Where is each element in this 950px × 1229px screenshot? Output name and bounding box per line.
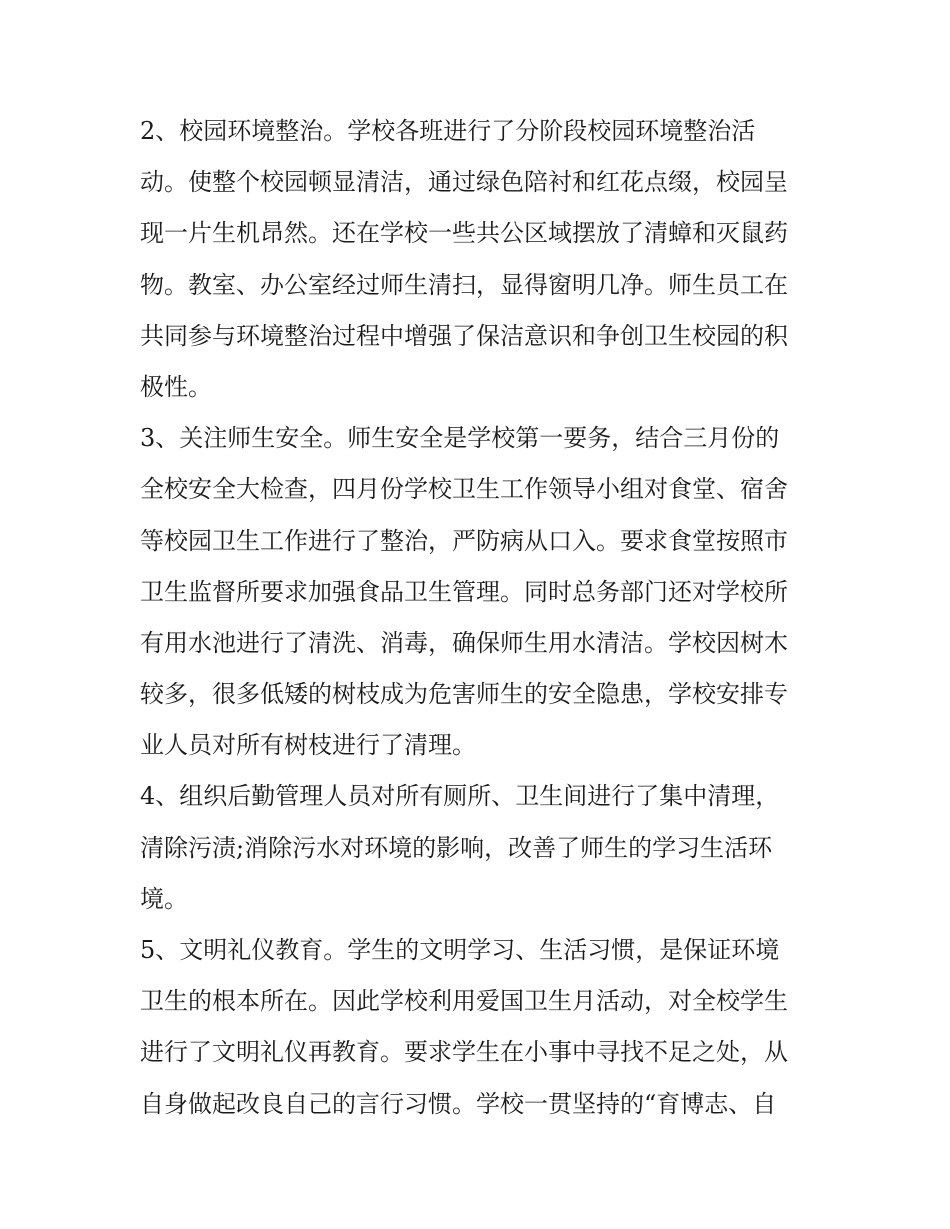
paragraph-3-line-5: 有用水池进行了清洗、消毒，确保师生用水清洁。学校因树木 (140, 628, 788, 657)
paragraph-2-line-6: 极性。 (140, 372, 212, 401)
paragraph-3-line-1: 3、关注师生安全。师生安全是学校第一要务，结合三月份的 (140, 424, 780, 453)
paragraph-2-line-3: 现一片生机昂然。还在学校一些共公区域摆放了清蟑和灭鼠药 (140, 219, 788, 248)
paragraph-3-line-4: 卫生监督所要求加强食品卫生管理。同时总务部门还对学校所 (140, 577, 788, 606)
paragraph-3-line-7: 业人员对所有树枝进行了清理。 (140, 731, 476, 760)
paragraph-2-line-1: 2、校园环境整治。学校各班进行了分阶段校园环境整治活 (140, 117, 756, 145)
paragraph-2-line-2: 动。使整个校园顿显清洁，通过绿色陪衬和红花点缀，校园呈 (140, 168, 788, 197)
document-body (140, 108, 812, 1132)
paragraph-5-line-3: 进行了文明礼仪再教育。要求学生在小事中寻找不足之处，从 (140, 1038, 788, 1067)
paragraph-2-line-5: 共同参与环境整治过程中增强了保洁意识和争创卫生校园的积 (140, 321, 788, 350)
paragraph-3-line-6: 较多，很多低矮的树枝成为危害师生的安全隐患，学校安排专 (140, 680, 788, 709)
paragraph-5-line-4: 自身做起改良自己的言行习惯。学校一贯坚持的“育博志、自 (140, 1089, 777, 1118)
paragraph-3-line-3: 等校园卫生工作进行了整治，严防病从口入。要求食堂按照市 (140, 526, 788, 555)
paragraph-2-line-4: 物。教室、办公室经过师生清扫，显得窗明几净。师生员工在 (140, 270, 788, 299)
paragraph-5-line-2: 卫生的根本所在。因此学校利用爱国卫生月活动，对全校学生 (140, 987, 788, 1016)
paragraph-3-line-2: 全校安全大检查，四月份学校卫生工作领导小组对食堂、宿舍 (140, 475, 788, 504)
paragraph-4-line-3: 境。 (140, 884, 188, 913)
paragraph-4-line-2: 清除污渍;消除污水对环境的影响，改善了师生的学习生活环 (140, 833, 773, 862)
paragraph-5-line-1: 5、文明礼仪教育。学生的文明学习、生活习惯，是保证环境 (140, 936, 780, 964)
paragraph-4-line-1: 4、组织后勤管理人员对所有厕所、卫生间进行了集中清理， (140, 782, 780, 811)
